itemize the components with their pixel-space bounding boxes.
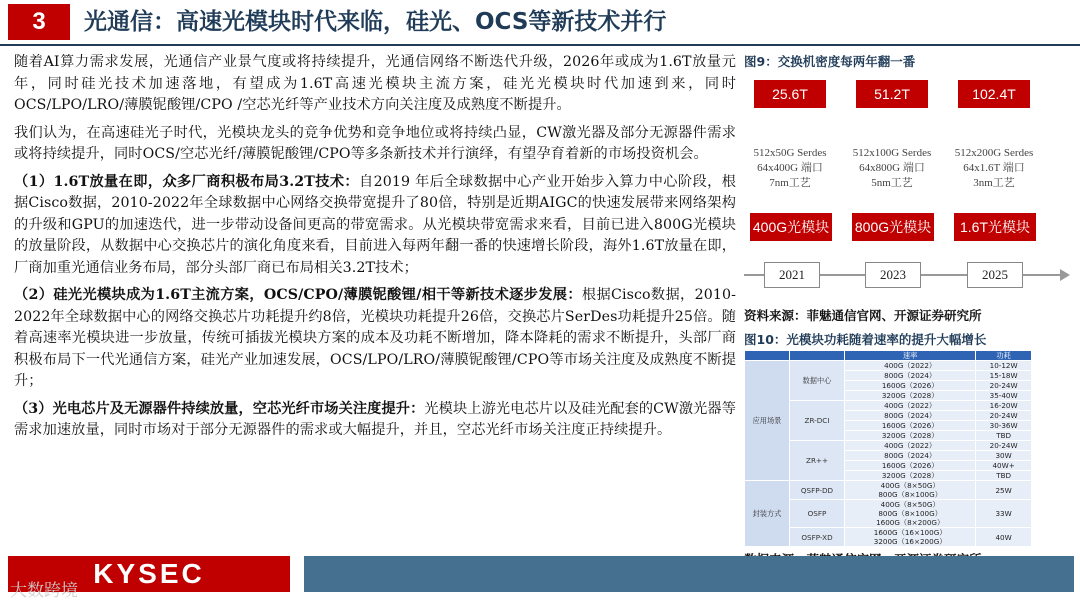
table-value-cell: 10-12W <box>976 361 1032 371</box>
table-value-cell: 3200G（2028） <box>845 431 976 441</box>
table-value-cell: 1600G（2026） <box>845 461 976 471</box>
table-value-cell: 400G（2022） <box>845 401 976 411</box>
power-table-wrap <box>744 350 1032 547</box>
spec-block-1: 512x50G Serdes 64x400G 端口 7nm工艺 <box>753 147 827 189</box>
table-value-cell: 400G（2022） <box>845 361 976 371</box>
table-header-cell <box>790 351 845 361</box>
table-subgroup-cell: 数据中心 <box>790 361 845 401</box>
table-value-cell: 400G（8×50G） 800G（8×100G） 1600G（8×200G） <box>845 500 976 528</box>
table-value-cell: 16-20W <box>976 401 1032 411</box>
speed-box-1: 25.6T <box>754 80 826 108</box>
table-value-cell: 400G（2022） <box>845 441 976 451</box>
spec-block-3: 512x200G Serdes 64x1.6T 端口 3nm工艺 <box>954 147 1034 189</box>
table-header-cell: 功耗 <box>976 351 1032 361</box>
table-value-cell: 30W <box>976 451 1032 461</box>
body-text <box>14 52 736 448</box>
table-row <box>745 481 1032 500</box>
table-header-row <box>745 351 1032 361</box>
table-header-cell <box>745 351 790 361</box>
figure9-source: 资料来源：菲魅通信官网、开源证券研究所 <box>744 308 982 323</box>
paragraph-3: （1）1.6T放量在即，众多厂商积极布局3.2T技术：自2019 年后全球数据中心产业开始步入算力中心阶段，根据Cisco数据，2010-2022年全球数据中心网络交换带宽提升了80倍，特别是近期AIGC的快速发展带来网络架构的升级和GPU的加速迭代，进一步带动设备间更高的带宽需求。从光模块带宽需求来看，目前已进入800G光模块的放量阶段，从数据中心交换芯片的演化角度来看，目前进入每两年翻一番的快速增长阶段，海外1.6T放量在即，厂商加重光通信业务布局，部分头部厂商已布局相关3.2T技术； <box>14 173 736 276</box>
table-subgroup-cell: ZR-DCI <box>790 401 845 441</box>
table-category-cell: 封装方式 <box>745 481 790 547</box>
module-box-1: 400G光模块 <box>750 213 832 241</box>
table-value-cell: 1600G（16×100G） 3200G（16×200G） <box>845 528 976 547</box>
table-value-cell: 35-40W <box>976 391 1032 401</box>
table-value-cell: 3200G（2028） <box>845 391 976 401</box>
module-box-3: 1.6T光模块 <box>954 213 1036 241</box>
title-underline <box>0 44 1080 46</box>
table-header-cell: 速率 <box>845 351 976 361</box>
table-value-cell: 15-18W <box>976 371 1032 381</box>
table-subgroup-cell: QSFP-DD <box>790 481 845 500</box>
paragraph-5: （3）光电芯片及无源器件持续放量，空芯光纤市场关注度提升：光模块上游光电芯片以及硅光配套的CW激光器等需求加速放量，同时市场对于部分无源器件的需求或大幅提升，并且，空芯光纤市场关注度正持续提升。 <box>14 400 737 438</box>
footer-bar <box>304 556 1074 592</box>
slide-header <box>0 0 1080 44</box>
table-category-cell: 应用场景 <box>745 361 790 481</box>
figures-column <box>744 52 1074 568</box>
table-row <box>745 361 1032 371</box>
table-subgroup-cell: OSFP <box>790 500 845 528</box>
speed-box-2: 51.2T <box>856 80 928 108</box>
timeline-arrow-icon <box>1060 269 1070 281</box>
module-box-2: 800G光模块 <box>852 213 934 241</box>
switch-density-diagram <box>744 72 1074 304</box>
table-value-cell: 20-24W <box>976 441 1032 451</box>
paragraph-4: （2）硅光光模块成为1.6T主流方案，OCS/CPO/薄膜铌酸锂/相干等新技术逐步发展：根据Cisco数据，2010-2022年全球数据中心的网络交换芯片功耗提升约8倍，光模块功耗提升26倍，交换芯片SerDes功耗提升25倍。随着高速率光模块进一步放量，传统可插拔光模块方案的成本及功耗不断增加，降本降耗的需求不断提升，头部厂商积极布局下一代光通信方案，硅光产业加速发展，OCS/LPO/LRO/薄膜铌酸锂/CPO等市场关注度及成熟度不断提升； <box>14 287 736 389</box>
year-2023: 2023 <box>865 262 921 288</box>
table-value-cell: TBD <box>976 471 1032 481</box>
kysec-logo: KYSEC <box>8 556 290 592</box>
table-value-cell: 400G（8×50G） 800G（8×100G） <box>845 481 976 500</box>
figure9-title: 图9：交换机密度每两年翻一番 <box>744 54 916 69</box>
table-value-cell: 800G（2024） <box>845 371 976 381</box>
watermark-text: 大数跨境 <box>10 581 78 601</box>
paragraph-2: 我们认为，在高速硅光子时代，光模块龙头的竞争优势和竞争地位或将持续凸显，CW激光器及部分无源器件需求或将持续提升，同时OCS/空芯光纤/薄膜铌酸锂/CPO等多条新技术并行演绎，有望孕育着新的市场投资机会。 <box>14 124 736 162</box>
table-value-cell: 20-24W <box>976 381 1032 391</box>
spec-block-2: 512x100G Serdes 64x800G 端口 5nm工艺 <box>852 147 932 189</box>
paragraph-1: 随着AI算力需求发展，光通信产业景气度或将持续提升，光通信网络不断迭代升级，2026年或成为1.6T放量元年，同时硅光技术加速落地，有望成为1.6T高速光模块主流方案，硅光光模块时代加速到来，同时OCS/LPO/LRO/薄膜铌酸锂/CPO /空芯光纤等产业技术方向关注度及成熟度不断提升。 <box>14 54 736 113</box>
table-subgroup-cell: OSFP-XD <box>790 528 845 547</box>
table-value-cell: 800G（2024） <box>845 411 976 421</box>
table-subgroup-cell: ZR++ <box>790 441 845 481</box>
section-number: 3 <box>8 4 70 40</box>
table-value-cell: 30-36W <box>976 421 1032 431</box>
slide-title: 光通信：高速光模块时代来临，硅光、OCS等新技术并行 <box>84 9 667 35</box>
speed-box-3: 102.4T <box>958 80 1030 108</box>
year-2021: 2021 <box>764 262 820 288</box>
power-consumption-table <box>744 350 1032 547</box>
table-value-cell: 1600G（2026） <box>845 381 976 391</box>
year-2025: 2025 <box>967 262 1023 288</box>
table-value-cell: 800G（2024） <box>845 451 976 461</box>
table-value-cell: 1600G（2026） <box>845 421 976 431</box>
table-value-cell: 20-24W <box>976 411 1032 421</box>
table-value-cell: TBD <box>976 431 1032 441</box>
slide-footer <box>0 554 1080 608</box>
table-value-cell: 33W <box>976 500 1032 528</box>
table-value-cell: 3200G（2028） <box>845 471 976 481</box>
table-value-cell: 40W+ <box>976 461 1032 471</box>
table-value-cell: 40W <box>976 528 1032 547</box>
figure10-title: 图10：光模块功耗随着速率的提升大幅增长 <box>744 332 987 347</box>
table-value-cell: 25W <box>976 481 1032 500</box>
